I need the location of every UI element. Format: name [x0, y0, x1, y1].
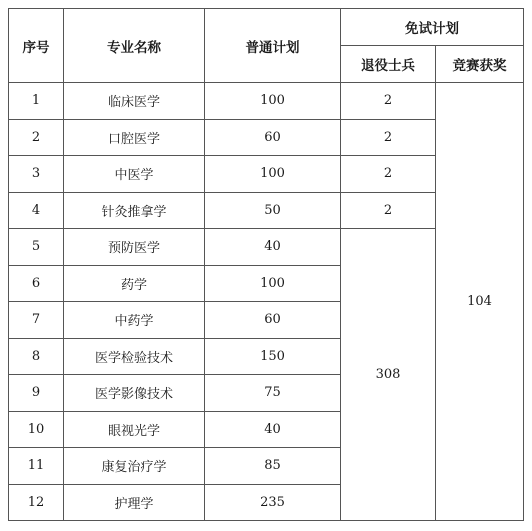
cell-major: 中医学	[64, 156, 205, 193]
header-veteran: 退役士兵	[341, 46, 436, 83]
cell-major: 针灸推拿学	[64, 192, 205, 229]
cell-competition-award-merged: 104	[436, 83, 524, 521]
header-exempt-plan: 免试计划	[341, 9, 524, 46]
cell-major: 眼视光学	[64, 411, 205, 448]
cell-major: 预防医学	[64, 229, 205, 266]
cell-index: 5	[9, 229, 64, 266]
table-row	[9, 83, 524, 120]
cell-regular-plan: 75	[205, 375, 341, 412]
cell-regular-plan: 40	[205, 411, 341, 448]
cell-index: 12	[9, 484, 64, 521]
cell-veteran: 2	[341, 156, 436, 193]
cell-regular-plan: 85	[205, 448, 341, 485]
cell-index: 11	[9, 448, 64, 485]
cell-index: 4	[9, 192, 64, 229]
cell-major: 康复治疗学	[64, 448, 205, 485]
cell-major: 护理学	[64, 484, 205, 521]
header-major: 专业名称	[64, 9, 205, 83]
cell-index: 10	[9, 411, 64, 448]
header-row-1	[9, 9, 524, 46]
cell-regular-plan: 50	[205, 192, 341, 229]
enrollment-plan-table	[8, 8, 524, 521]
cell-regular-plan: 60	[205, 302, 341, 339]
cell-index: 1	[9, 83, 64, 120]
header-index: 序号	[9, 9, 64, 83]
cell-regular-plan: 60	[205, 119, 341, 156]
cell-index: 6	[9, 265, 64, 302]
header-competition-award: 竞赛获奖	[436, 46, 524, 83]
cell-index: 7	[9, 302, 64, 339]
cell-major: 药学	[64, 265, 205, 302]
cell-veteran: 2	[341, 192, 436, 229]
cell-regular-plan: 40	[205, 229, 341, 266]
cell-veteran: 2	[341, 119, 436, 156]
cell-regular-plan: 100	[205, 265, 341, 302]
header-regular-plan: 普通计划	[205, 9, 341, 83]
cell-major: 口腔医学	[64, 119, 205, 156]
cell-regular-plan: 100	[205, 156, 341, 193]
cell-index: 9	[9, 375, 64, 412]
cell-major: 中药学	[64, 302, 205, 339]
cell-regular-plan: 100	[205, 83, 341, 120]
cell-major: 医学检验技术	[64, 338, 205, 375]
cell-veteran: 2	[341, 83, 436, 120]
cell-major: 医学影像技术	[64, 375, 205, 412]
cell-index: 2	[9, 119, 64, 156]
cell-regular-plan: 150	[205, 338, 341, 375]
cell-regular-plan: 235	[205, 484, 341, 521]
cell-major: 临床医学	[64, 83, 205, 120]
cell-veteran-merged: 308	[341, 229, 436, 521]
cell-index: 8	[9, 338, 64, 375]
cell-index: 3	[9, 156, 64, 193]
